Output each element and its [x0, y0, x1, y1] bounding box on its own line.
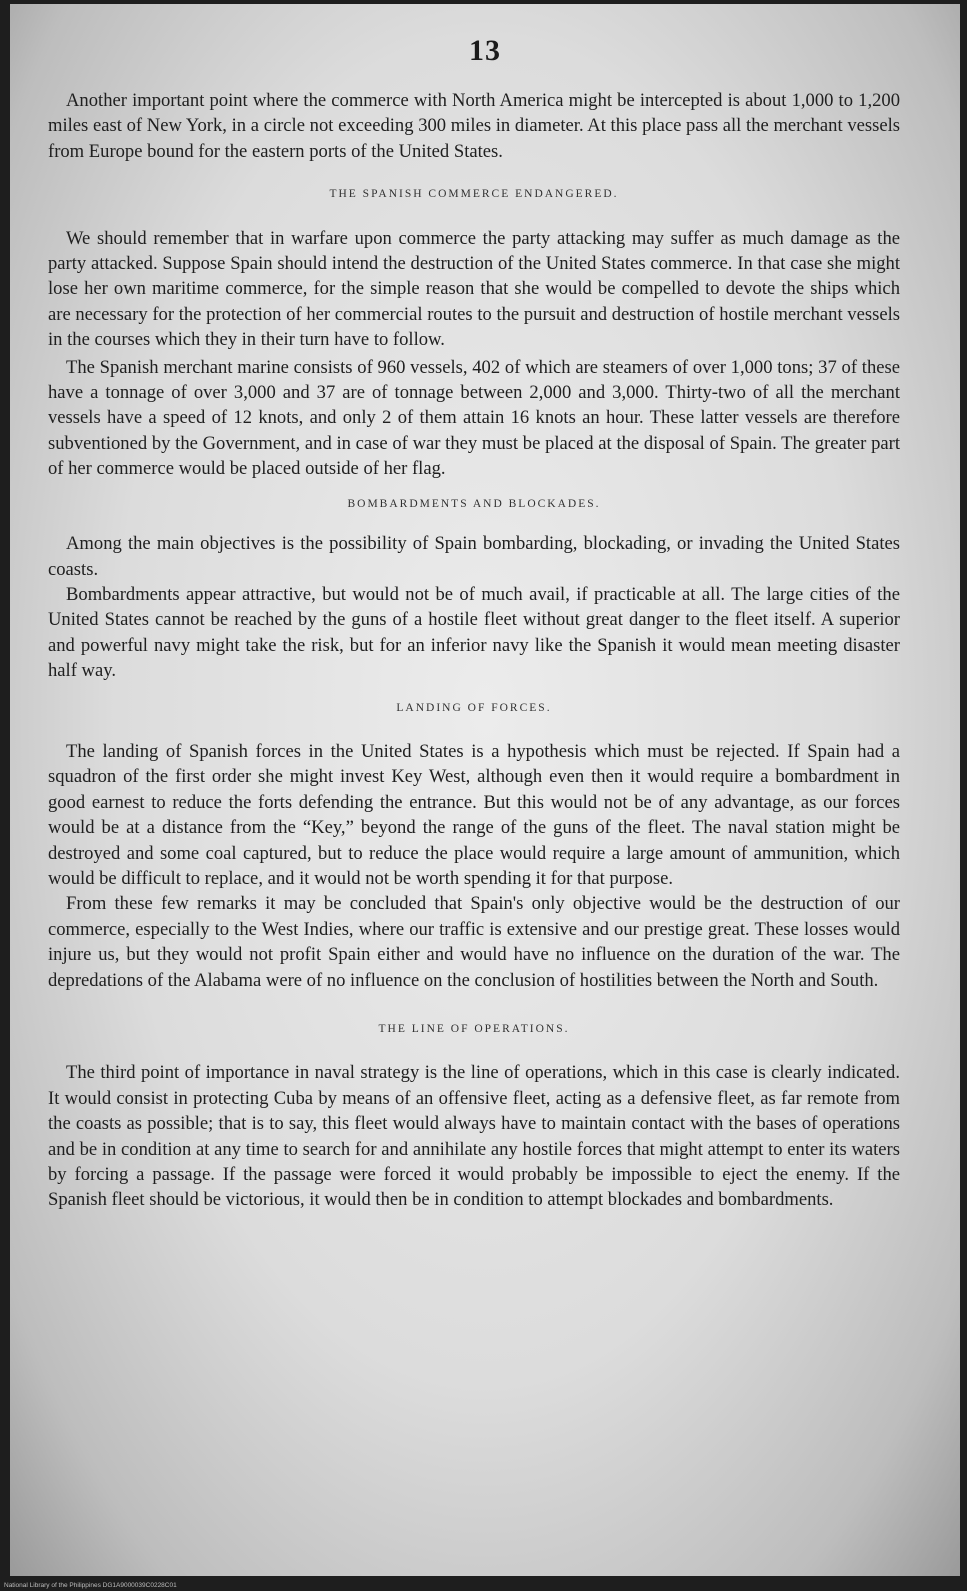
paragraph: From these few remarks it may be concluded that Spain's only objective would be the destruction of our commerce, especially to the West Indies, where our traffic is extensive and our prestige great. These losses would injure us, but they would not profit Spain either and would have no influence on the duration of the war. The depredations of the Alabama were of no influence on the conclusion of hostilities between the North and South. — [48, 893, 900, 991]
paragraph: Bombardments appear attractive, but would not be of much avail, if practicable at all. The large cities of the United States cannot be reached by the guns of a hostile fleet without great danger to the fleet itself. A superior and powerful navy might take the risk, but for an inferior navy like the Spanish it would mean meeting disaster half way. — [48, 583, 900, 682]
paragraph: Another important point where the commerce with North America might be intercepted is about 1,000 to 1,200 miles east of New York, in a circle not exceeding 300 miles in diameter. At this place pass all the merchant vessels from Europe bound for the eastern ports of the United States. — [48, 90, 900, 162]
paragraph: We should remember that in warfare upon commerce the party attacking may suffer as much damage as the party attacked. Suppose Spain should intend the destruction of the United States commerce. In that case she might lose her own maritime commerce, for the simple reason that she would be compelled to devote the ships which are necessary for the protection of her commercial routes to the pursuit and destruction of hostile merchant vessels in the courses which they in their turn have to follow. — [48, 227, 900, 351]
footer-bar — [0, 1576, 967, 1591]
scanned-page — [10, 4, 960, 1576]
paragraph: The landing of Spanish forces in the United States is a hypothesis which must be rejected. If Spain had a squadron of the first order she might invest Key West, although even then it would require a bombardment in good earnest to reduce the forts defending the entrance. But this would not be of any advantage, as our forces would be at a distance from the “Key,” beyond the range of the guns of the fleet. The naval station might be destroyed and some coal captured, but to reduce the place would require a large amount of ammunition, which would be difficult to replace, and it would not be worth spending it for that purpose. — [48, 740, 900, 889]
section-heading: THE LINE OF OPERATIONS. — [378, 1023, 570, 1035]
section-heading: LANDING OF FORCES. — [396, 701, 552, 714]
section-heading: THE SPANISH COMMERCE ENDANGERED. — [329, 188, 619, 201]
paragraph: The Spanish merchant marine consists of 960 vessels, 402 of which are steamers of over 1,000 tons; 37 of these have a tonnage of over 3,000 and 37 are of tonnage between 2,000 and 3,000. Thirty-two of all the merchant vessels have a speed of 12 knots, and only 2 of them attain 16 knots an hour. These latter vessels are therefore subventioned by the Government, and in case of war they must be placed at the disposal of Spain. The greater part of her commerce would be placed outside of her flag. — [48, 356, 900, 480]
section-heading: BOMBARDMENTS AND BLOCKADES. — [347, 497, 601, 510]
page-body — [48, 88, 900, 1213]
page-number: 13 — [469, 34, 501, 67]
paragraph: The third point of importance in naval strategy is the line of operations, which in this case is clearly indicated. It would consist in protecting Cuba by means of an offensive fleet, acting as a defensive fleet, as far remote from the coasts as possible; that is to say, this fleet would always have to maintain contact with the bases of operations and be in condition at any time to search for and annihilate any hostile forces that might attempt to enter its waters by forcing a passage. If the passage were forced it would probably be impossible to eject the enemy. If the Spanish fleet should be victorious, it would then be in condition to attempt blockades and bombardments. — [48, 1062, 900, 1211]
footer-credit: National Library of the Philippines DG1A9000039C0228C01 — [4, 1582, 177, 1589]
paragraph: Among the main objectives is the possibility of Spain bombarding, blockading, or invading the United States coasts. — [48, 533, 900, 580]
